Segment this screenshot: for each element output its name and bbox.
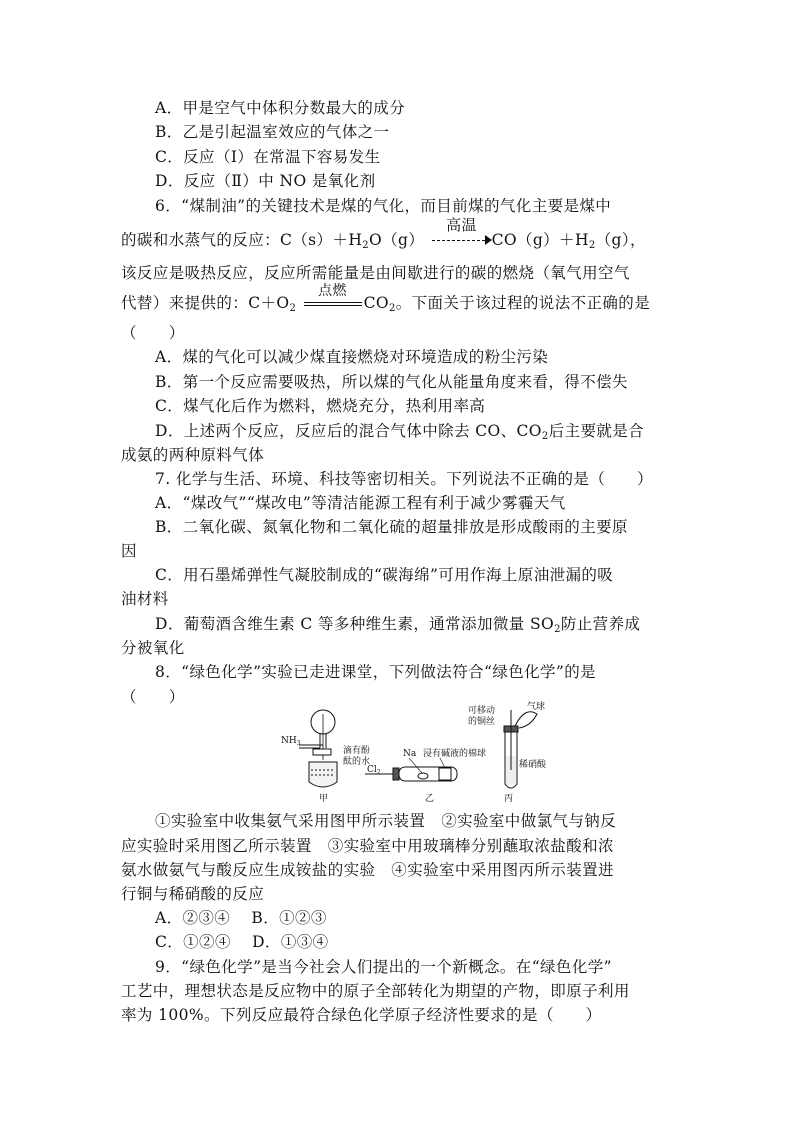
svg-text:可移动: 可移动 [468, 706, 496, 716]
q6-stem-line2: 的碳和水蒸气的反应：$C(s)+H_2O(g)$ 高温 $CO(g)+H_2(g)$， [121, 216, 646, 251]
q8-statement-line2: 应实验时采用图乙所示装置 ③实验室中用玻璃棒分别蘸取浓盐酸和浓 [121, 837, 614, 855]
svg-text:Na: Na [403, 749, 417, 759]
q5-option-d: D．反应（Ⅱ）中 NO 是氧化剂 [155, 172, 376, 190]
svg-text:稀硝酸: 稀硝酸 [519, 760, 547, 770]
q6-option-a: A．煤的气化可以减少煤直接燃烧对环境造成的粉尘污染 [155, 348, 549, 366]
experiment-apparatus-figure [275, 700, 555, 805]
q8-options-ab: A．②③④ B．①②③ [155, 909, 327, 927]
q6-stem-line1: 6．“煤制油”的关键技术是煤的气化，而目前煤的气化主要是煤中 [155, 197, 612, 215]
svg-text:NH3: $NH_3$ [281, 736, 301, 747]
q7-stem: 7. 化学与生活、环境、科技等密切相关。下列说法不正确的是（ ） [155, 470, 653, 488]
label-jia: 甲 [319, 794, 329, 804]
q8-stem: 8．“绿色化学”实验已走进课堂，下列做法符合“绿色化学”的是 [155, 663, 597, 681]
apparatus-yi [365, 747, 486, 804]
q6-option-d-cont: 成氨的两种原料气体 [121, 446, 265, 464]
q7-option-a: A．“煤改气”“煤改电”等清洁能源工程有利于减少雾霾天气 [155, 494, 566, 512]
q6-stem-line4: 代替）来提供的：$C+O_2$ 点燃 $CO_2$。下面关于该过程的说法不正确的是 [121, 292, 681, 314]
q8-options-cd: C．①②④ D．①③④ [155, 933, 329, 951]
equation-condition-label: 点燃 [318, 283, 347, 299]
q7-option-b-cont: 因 [121, 542, 137, 560]
q5-option-c: C．反应（Ⅰ）在常温下容易发生 [155, 148, 381, 166]
svg-text:滴有酚: 滴有酚 [343, 746, 371, 756]
q9-stem-line1: 9．“绿色化学”是当今社会人们提出的一个新概念。在“绿色化学” [155, 958, 612, 976]
q5-option-b: B．乙是引起温室效应的气体之一 [155, 123, 390, 141]
svg-text:酞的水: 酞的水 [343, 757, 371, 767]
svg-text:的铜丝: 的铜丝 [468, 717, 496, 727]
svg-text:Cl2: $Cl_2$ [367, 765, 381, 776]
q7-option-b: B．二氧化碳、氮氧化物和二氧化硫的超量排放是形成酸雨的主要原 [155, 518, 628, 536]
q6-option-c: C．煤气化后作为燃料，燃烧充分，热利用率高 [155, 397, 486, 415]
svg-text:浸有碱液的棉球: 浸有碱液的棉球 [423, 749, 487, 759]
q6-option-d: D．上述两个反应，反应后的混合气体中除去 CO、$CO_2$后主要就是合 [155, 422, 645, 442]
q7-option-d-cont: 分被氧化 [121, 639, 185, 657]
svg-text:气球: 气球 [527, 702, 546, 712]
apparatus-jia [281, 710, 370, 804]
q7-option-c: C．用石墨烯弹性气凝胶制成的“碳海绵”可用作海上原油泄漏的吸 [155, 566, 614, 584]
q6-option-b: B．第一个反应需要吸热，所以煤的气化从能量角度来看，得不偿失 [155, 373, 628, 391]
q7-option-c-cont: 油材料 [121, 590, 169, 608]
label-yi: 乙 [425, 794, 435, 804]
q9-stem-line3: 率为 100%。下列反应最符合绿色化学原子经济性要求的是（ ） [121, 1006, 602, 1024]
arrow-condition-label: 高温 [446, 216, 477, 234]
q8-statement-line1: ①实验室中收集氨气采用图甲所示装置 ②实验室中做氯气与钠反 [155, 812, 617, 830]
equation-sign [302, 283, 364, 314]
q5-option-a: A．甲是空气中体积分数最大的成分 [155, 99, 406, 117]
q6-stem-line3: 该反应是吸热反应，反应所需能量是由间歇进行的碳的燃烧（氧气用空气 [121, 264, 630, 282]
q8-statement-line4: 行铜与稀硝酸的反应 [121, 885, 265, 903]
q8-answer-paren: （ ） [121, 688, 185, 706]
q6-answer-paren: （ ） [121, 324, 185, 342]
q7-option-d: D．葡萄酒含维生素 C 等多种维生素，通常添加微量 $SO_2$防止营养成 [155, 615, 641, 635]
q8-statement-line3: 氨水做氨气与酸反应生成铵盐的实验 ④实验室中采用图丙所示装置进 [121, 861, 614, 879]
reaction-arrow [430, 216, 492, 251]
q9-stem-line2: 工艺中，理想状态是反应物中的原子全部转化为期望的产物，即原子利用 [121, 982, 630, 1000]
label-bing: 丙 [504, 794, 514, 804]
